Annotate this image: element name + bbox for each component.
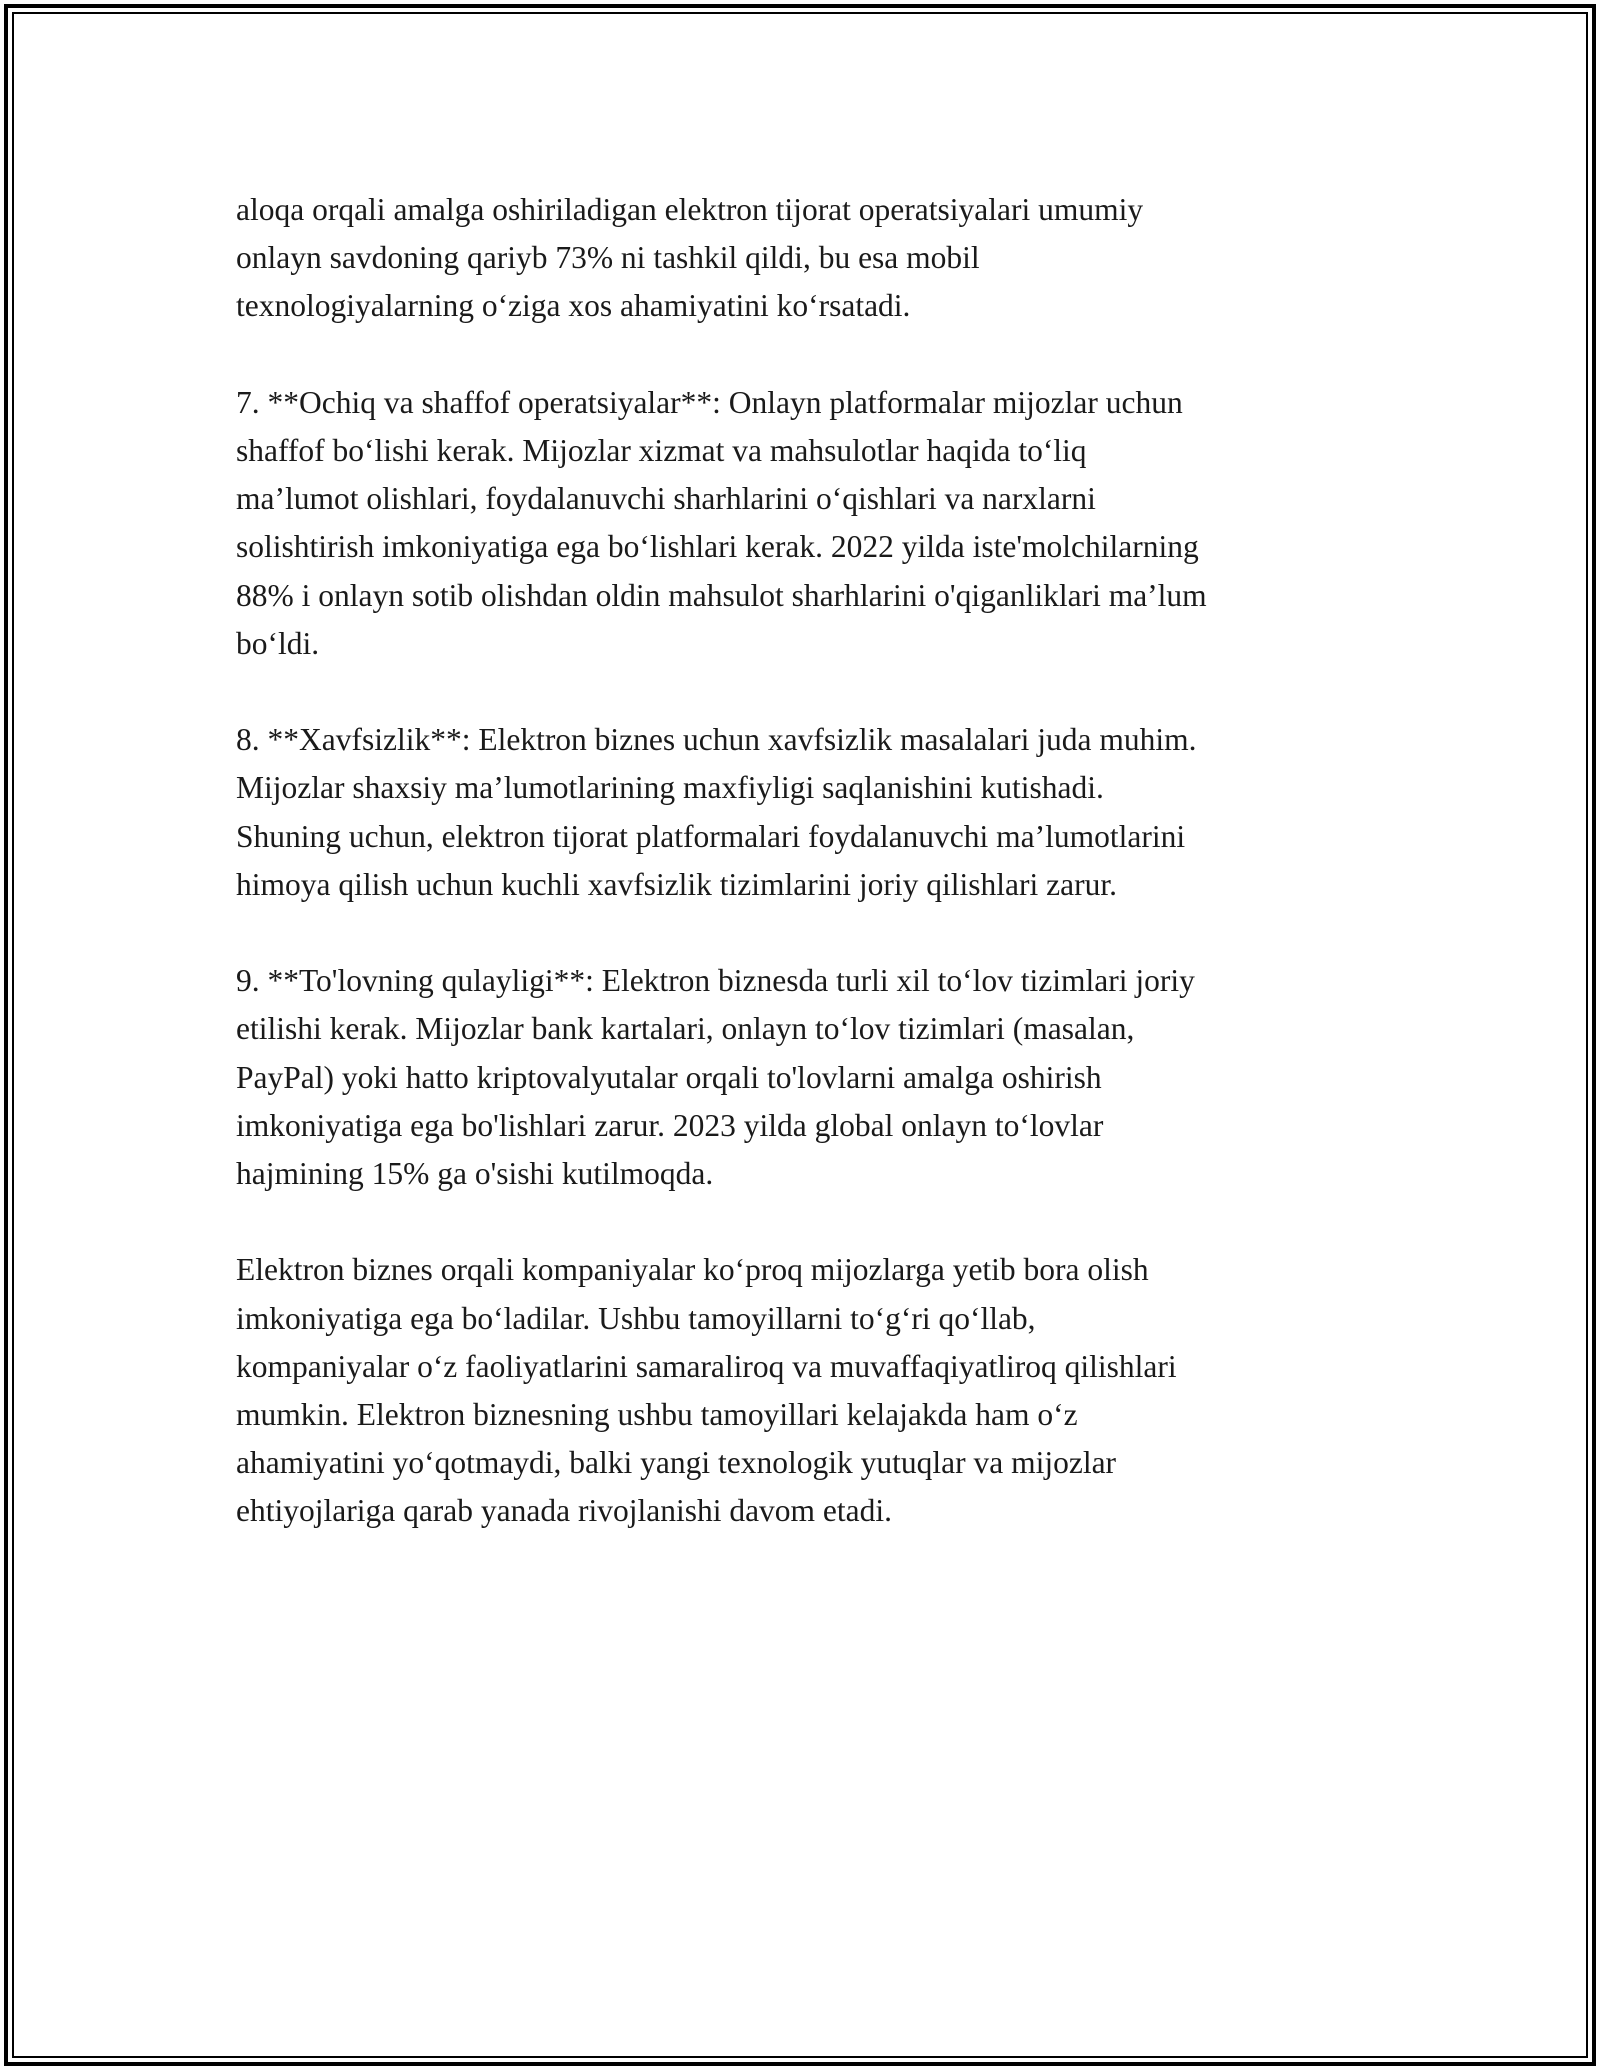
- paragraph-security: 8. **Xavfsizlik**: Elektron biznes uchun xavfsizlik masalalari juda muhim. Mijozlar shaxsiy ma’lumotlarining maxfiyligi saqlanishini kutishadi. Shuning uchun, elektron tijorat platformalari foydalanuvchi ma’lumotlarini himoya qilish uchun kuchli xavfsizlik tizimlarini joriy qilishlari zarur.: [236, 722, 1197, 902]
- paragraph-payment-convenience: 9. **To'lovning qulayligi**: Elektron biznesda turli xil to‘lov tizimlari joriy etilishi kerak. Mijozlar bank kartalari, onlayn to‘lov tizimlari (masalan, PayPal) yoki hatto kriptovalyutalar orqali to'lovlarni amalga oshirish imkoniyatiga ega bo'lishlari zarur. 2023 yilda global onlayn to‘lovlar hajmining 15% ga o'sishi kutilmoqda.: [236, 963, 1195, 1192]
- paragraph-transparent-operations: 7. **Ochiq va shaffof operatsiyalar**: Onlayn platformalar mijozlar uchun shaffof bo‘lishi kerak. Mijozlar xizmat va mahsulotlar haqida to‘liq ma’lumot olishlari, foydalanuvchi sharhlarini o‘qishlari va narxlarni solishtirish imkoniyatiga ega bo‘lishlari kerak. 2022 yilda iste'molchilarning 88% i onlayn sotib olishdan oldin mahsulot sharhlarini o'qiganliklari ma’lum bo‘ldi.: [236, 384, 1207, 661]
- paragraph-mobile-commerce: aloqa orqali amalga oshiriladigan elektron tijorat operatsiyalari umumiy onlayn savdoning qariyb 73% ni tashkil qildi, bu esa mobil texnologiyalarning o‘ziga xos ahamiyatini ko‘rsatadi.: [236, 192, 1144, 324]
- document-body: [236, 186, 1386, 1584]
- paragraph-conclusion: Elektron biznes orqali kompaniyalar ko‘proq mijozlarga yetib bora olish imkoniyatiga ega bo‘ladilar. Ushbu tamoyillarni to‘g‘ri qo‘llab, kompaniyalar o‘z faoliyatlarini samaraliroq va muvaffaqiyatliroq qilishlari mumkin. Elektron biznesning ushbu tamoyillari kelajakda ham o‘z ahamiyatini yo‘qotmaydi, balki yangi texnologik yutuqlar va mijozlar ehtiyojlariga qarab yanada rivojlanishi davom etadi.: [236, 1252, 1177, 1529]
